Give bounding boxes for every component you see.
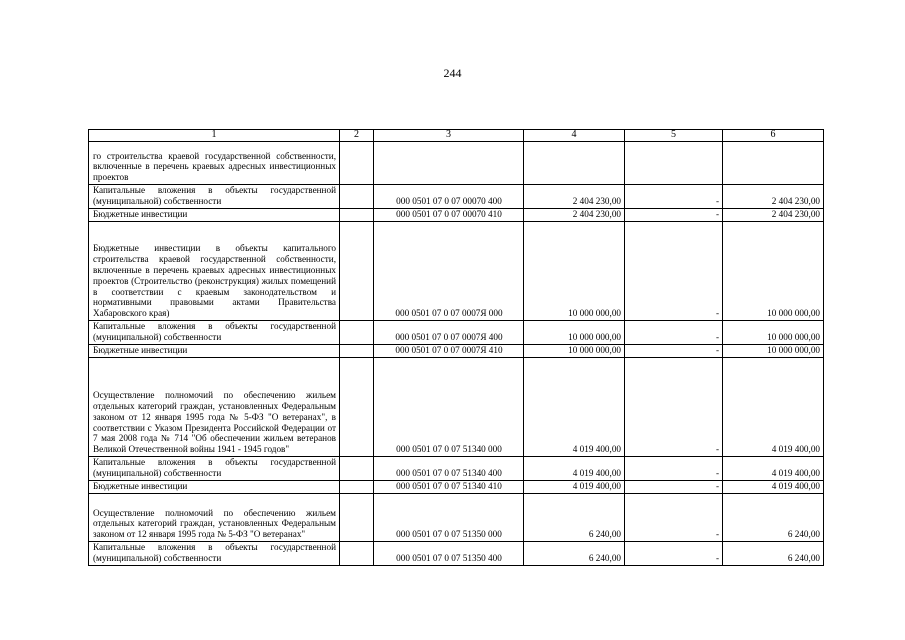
row-col2: [340, 209, 374, 222]
row-code: 000 0501 07 0 07 0007Я 000: [374, 222, 524, 321]
row-col2: [340, 321, 374, 345]
row-col5: -: [625, 209, 723, 222]
row-amount: 10 000 000,00: [524, 345, 625, 358]
table-header-row: [89, 130, 824, 142]
table-row: [89, 358, 824, 457]
row-col2: [340, 142, 374, 185]
row-code: [374, 142, 524, 185]
row-col5: -: [625, 358, 723, 457]
row-col5: [625, 142, 723, 185]
row-col2: [340, 222, 374, 321]
row-name: Капитальные вложения в объекты государственной (муниципальной) собственности: [89, 185, 340, 209]
row-col2: [340, 185, 374, 209]
column-header: 3: [374, 130, 524, 142]
table-row: [89, 345, 824, 358]
row-total: 6 240,00: [723, 542, 824, 566]
row-code: 000 0501 07 0 07 51350 000: [374, 494, 524, 542]
row-col2: [340, 481, 374, 494]
row-total: 2 404 230,00: [723, 185, 824, 209]
row-name: Бюджетные инвестиции: [89, 209, 340, 222]
row-total: 2 404 230,00: [723, 209, 824, 222]
row-col5: -: [625, 185, 723, 209]
row-name: Бюджетные инвестиции: [89, 481, 340, 494]
row-amount: 4 019 400,00: [524, 457, 625, 481]
budget-table: [88, 129, 824, 566]
table-row: [89, 457, 824, 481]
column-header: 6: [723, 130, 824, 142]
row-name: го строительства краевой государственной собственности, включенные в перечень краевых адресных инвестиционных проектов: [89, 142, 340, 185]
row-col5: -: [625, 222, 723, 321]
row-col2: [340, 542, 374, 566]
row-amount: 6 240,00: [524, 542, 625, 566]
table-row: [89, 222, 824, 321]
row-code: 000 0501 07 0 07 00070 400: [374, 185, 524, 209]
column-header: 4: [524, 130, 625, 142]
row-amount: 2 404 230,00: [524, 185, 625, 209]
table-row: [89, 481, 824, 494]
row-code: 000 0501 07 0 07 00070 410: [374, 209, 524, 222]
column-header: 5: [625, 130, 723, 142]
table-row: [89, 209, 824, 222]
row-col5: -: [625, 542, 723, 566]
row-name: Осуществление полномочий по обеспечению жильем отдельных категорий граждан, установленных Федеральным законом от 12 января 1995 года № 5-ФЗ "О ветеранах": [89, 494, 340, 542]
row-col2: [340, 345, 374, 358]
page-number: 244: [443, 66, 462, 80]
row-code: 000 0501 07 0 07 0007Я 400: [374, 321, 524, 345]
row-amount: 6 240,00: [524, 494, 625, 542]
table-row: [89, 142, 824, 185]
row-total: 10 000 000,00: [723, 321, 824, 345]
row-amount: 10 000 000,00: [524, 222, 625, 321]
row-col2: [340, 494, 374, 542]
row-amount: [524, 142, 625, 185]
row-code: 000 0501 07 0 07 51340 000: [374, 358, 524, 457]
row-total: 4 019 400,00: [723, 481, 824, 494]
row-col5: -: [625, 494, 723, 542]
row-name: Капитальные вложения в объекты государственной (муниципальной) собственности: [89, 457, 340, 481]
row-total: 4 019 400,00: [723, 457, 824, 481]
row-col2: [340, 358, 374, 457]
row-total: 10 000 000,00: [723, 222, 824, 321]
row-code: 000 0501 07 0 07 51350 400: [374, 542, 524, 566]
row-amount: 10 000 000,00: [524, 321, 625, 345]
row-col5: -: [625, 345, 723, 358]
row-amount: 4 019 400,00: [524, 358, 625, 457]
row-total: [723, 142, 824, 185]
row-total: 4 019 400,00: [723, 358, 824, 457]
table-row: [89, 542, 824, 566]
table-row: [89, 185, 824, 209]
table-row: [89, 321, 824, 345]
row-name: Капитальные вложения в объекты государственной (муниципальной) собственности: [89, 321, 340, 345]
row-amount: 2 404 230,00: [524, 209, 625, 222]
row-name: Бюджетные инвестиции: [89, 345, 340, 358]
row-col5: -: [625, 457, 723, 481]
column-header: 1: [89, 130, 340, 142]
row-total: 10 000 000,00: [723, 345, 824, 358]
row-name: Бюджетные инвестиции в объекты капитального строительства краевой государственной собственности, включенные в перечень краевых адресных инвестиционных проектов (Строительство (реконструкция) жилых помещений в соответствии с краевым законодательством и нормативными правовыми актами Правительства Хабаровского края): [89, 222, 340, 321]
row-code: 000 0501 07 0 07 51340 400: [374, 457, 524, 481]
row-col5: -: [625, 481, 723, 494]
row-name: Осуществление полномочий по обеспечению жильем отдельных категорий граждан, установленных Федеральным законом от 12 января 1995 года № 5-ФЗ "О ветеранах", в соответствии с Указом Президента Российской Федерации от 7 мая 2008 года № 714 "Об обеспечении жильем ветеранов Великой Отечественной войны 1941 - 1945 годов": [89, 358, 340, 457]
row-col2: [340, 457, 374, 481]
row-total: 6 240,00: [723, 494, 824, 542]
table-row: [89, 494, 824, 542]
row-code: 000 0501 07 0 07 0007Я 410: [374, 345, 524, 358]
row-code: 000 0501 07 0 07 51340 410: [374, 481, 524, 494]
row-col5: -: [625, 321, 723, 345]
row-name: Капитальные вложения в объекты государственной (муниципальной) собственности: [89, 542, 340, 566]
column-header: 2: [340, 130, 374, 142]
row-amount: 4 019 400,00: [524, 481, 625, 494]
